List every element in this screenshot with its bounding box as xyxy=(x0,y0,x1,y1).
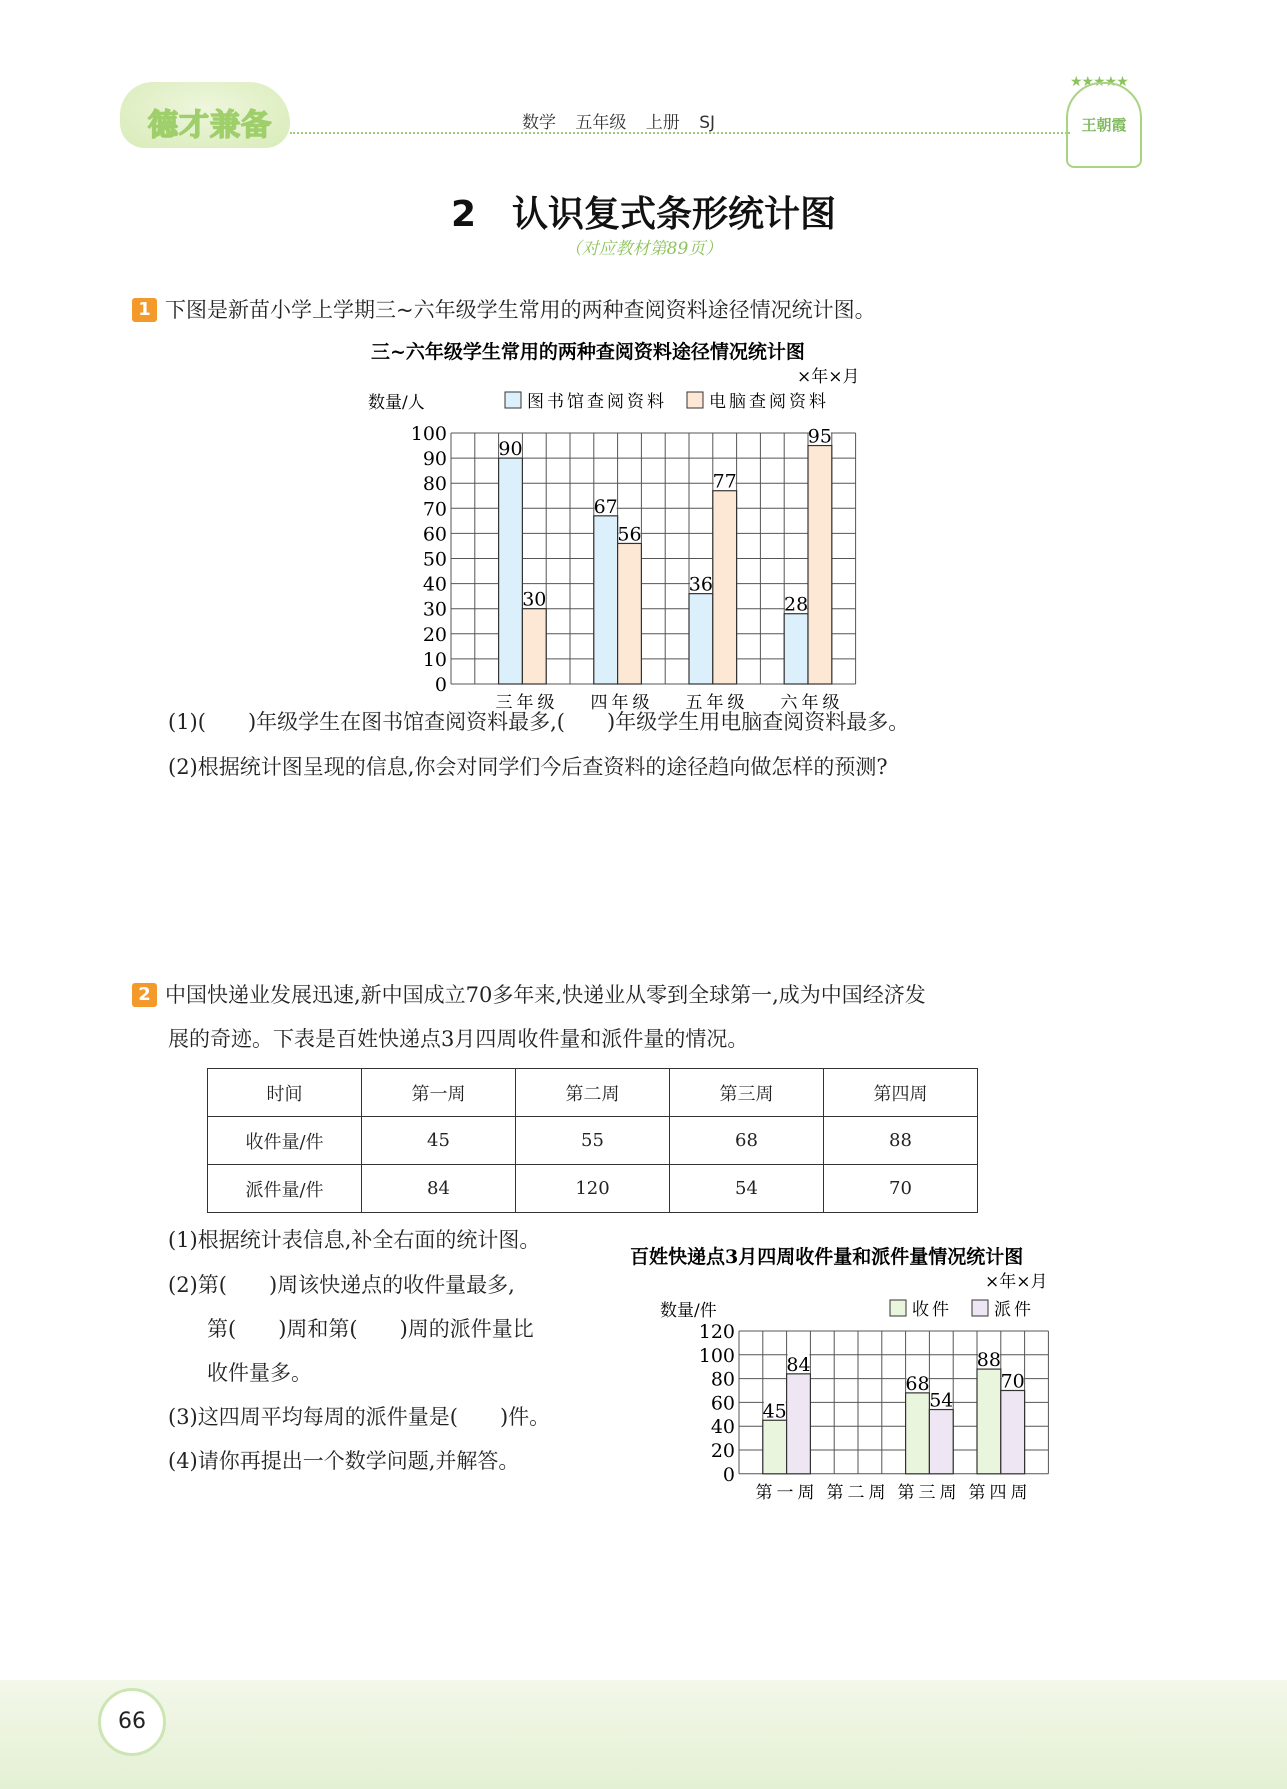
x-tick-label: 第二周 xyxy=(826,1482,890,1503)
q2-sub1: (1)根据统计表信息,补全右面的统计图。 xyxy=(168,1228,541,1252)
y-tick-label: 50 xyxy=(422,548,447,571)
bar xyxy=(977,1369,1001,1474)
data-label: 67 xyxy=(593,495,618,518)
y-axis-label: 数量/件 xyxy=(660,1301,717,1321)
question-number: 1 xyxy=(132,298,157,322)
bar xyxy=(1001,1391,1025,1474)
bar xyxy=(787,1374,811,1474)
q2-sub2b: 第( )周和第( )周的派件量比 xyxy=(207,1317,534,1341)
y-tick-label: 120 xyxy=(698,1321,735,1343)
legend-swatch xyxy=(890,1300,906,1316)
lesson-subtitle: （对应教材第89页） xyxy=(564,239,723,259)
legend-label: 收件 xyxy=(912,1300,952,1320)
bar xyxy=(618,543,642,684)
header-subject: 数学 五年级 上册 SJ xyxy=(522,113,716,133)
x-tick-label: 第四周 xyxy=(968,1482,1032,1503)
y-tick-label: 60 xyxy=(710,1392,735,1415)
y-tick-label: 70 xyxy=(422,498,447,521)
x-tick-label: 五年级 xyxy=(685,693,749,710)
lesson-title: 2 认识复式条形统计图 xyxy=(450,194,837,235)
data-label: 56 xyxy=(617,523,642,546)
bar xyxy=(763,1420,787,1474)
question-1: 1 下图是新苗小学上学期三~六年级学生常用的两种查阅资料途径情况统计图。 xyxy=(132,294,876,324)
q2-sub3: (3)这四周平均每周的派件量是( )件。 xyxy=(168,1405,551,1429)
chart-2 xyxy=(0,1230,1287,1510)
q1-sub1: (1)( )年级学生在图书馆查阅资料最多,( )年级学生用电脑查阅资料最多。 xyxy=(168,710,910,734)
y-tick-label: 20 xyxy=(422,623,447,646)
question-number: 2 xyxy=(132,983,157,1007)
data-label: 45 xyxy=(762,1400,787,1423)
data-label: 95 xyxy=(807,425,832,448)
footer-band xyxy=(0,1680,1287,1789)
y-tick-label: 60 xyxy=(422,523,447,546)
y-tick-label: 80 xyxy=(422,473,447,496)
data-table xyxy=(207,1068,978,1213)
bar xyxy=(499,458,523,684)
y-tick-label: 100 xyxy=(410,423,447,445)
y-axis-label: 数量/人 xyxy=(368,393,425,413)
y-tick-label: 40 xyxy=(710,1416,735,1439)
q2-sub2c: 收件量多。 xyxy=(207,1361,312,1385)
legend-swatch xyxy=(687,392,703,408)
table-row: 收件量/件 45 55 68 88 xyxy=(208,1117,978,1165)
data-label: 36 xyxy=(688,573,713,596)
data-label: 84 xyxy=(786,1353,811,1376)
y-tick-label: 10 xyxy=(422,648,447,671)
chart-title: 百姓快递点3月四周收件量和派件量情况统计图 xyxy=(630,1246,1024,1268)
chart-title: 三~六年级学生常用的两种查阅资料途径情况统计图 xyxy=(371,341,805,363)
x-tick-label: 四年级 xyxy=(590,693,654,710)
data-label: 54 xyxy=(929,1389,954,1412)
x-tick-label: 六年级 xyxy=(780,693,844,710)
y-tick-label: 40 xyxy=(422,573,447,596)
data-label: 88 xyxy=(976,1349,1001,1372)
legend-swatch xyxy=(972,1300,988,1316)
q2-sub2a: (2)第( )周该快递点的收件量最多, xyxy=(168,1273,515,1297)
y-tick-label: 100 xyxy=(698,1344,735,1367)
data-label: 90 xyxy=(498,438,523,461)
table-header-row: 时间 第一周 第二周 第三周 第四周 xyxy=(208,1069,978,1117)
stars-icon: ★★★★★ xyxy=(1070,74,1128,90)
bar xyxy=(713,491,737,684)
y-tick-label: 90 xyxy=(422,448,447,471)
x-tick-label: 三年级 xyxy=(495,693,559,710)
chart-date: ×年×月 xyxy=(797,367,860,387)
bar xyxy=(784,614,808,684)
bar xyxy=(522,609,546,684)
x-tick-label: 第一周 xyxy=(755,1482,819,1503)
y-tick-label: 0 xyxy=(434,674,447,696)
bar xyxy=(594,516,618,684)
question-2: 2 中国快递业发展迅速,新中国成立70多年来,快递业从零到全球第一,成为中国经济发 xyxy=(132,979,926,1009)
chart-1 xyxy=(0,330,1287,710)
q2-sub4: (4)请你再提出一个数学问题,并解答。 xyxy=(168,1449,520,1473)
brand-logo: 德才兼备 xyxy=(120,82,290,148)
x-tick-label: 第三周 xyxy=(897,1482,961,1503)
bar xyxy=(808,446,832,684)
legend-label: 图书馆查阅资料 xyxy=(527,392,667,412)
legend-swatch xyxy=(505,392,521,408)
bar xyxy=(906,1393,930,1474)
y-tick-label: 80 xyxy=(710,1368,735,1391)
legend-label: 派件 xyxy=(994,1300,1034,1320)
data-label: 28 xyxy=(784,593,809,616)
data-label: 70 xyxy=(1000,1370,1025,1393)
data-label: 68 xyxy=(905,1372,930,1395)
brand-badge: 王朝霞 xyxy=(1066,82,1142,168)
q1-sub2: (2)根据统计图呈现的信息,你会对同学们今后查资料的途径趋向做怎样的预测? xyxy=(168,755,888,779)
table-row: 派件量/件 84 120 54 70 xyxy=(208,1165,978,1213)
legend-label: 电脑查阅资料 xyxy=(709,392,829,412)
bar xyxy=(929,1410,953,1474)
y-tick-label: 20 xyxy=(710,1440,735,1462)
y-tick-label: 30 xyxy=(422,598,447,621)
page-number: 66 xyxy=(98,1688,166,1756)
data-label: 30 xyxy=(522,588,547,611)
y-tick-label: 0 xyxy=(722,1463,735,1486)
q2-text2: 展的奇迹。下表是百姓快递点3月四周收件量和派件量的情况。 xyxy=(168,1027,749,1051)
data-label: 77 xyxy=(712,470,737,493)
bar xyxy=(689,594,713,684)
chart-date: ×年×月 xyxy=(985,1272,1048,1292)
